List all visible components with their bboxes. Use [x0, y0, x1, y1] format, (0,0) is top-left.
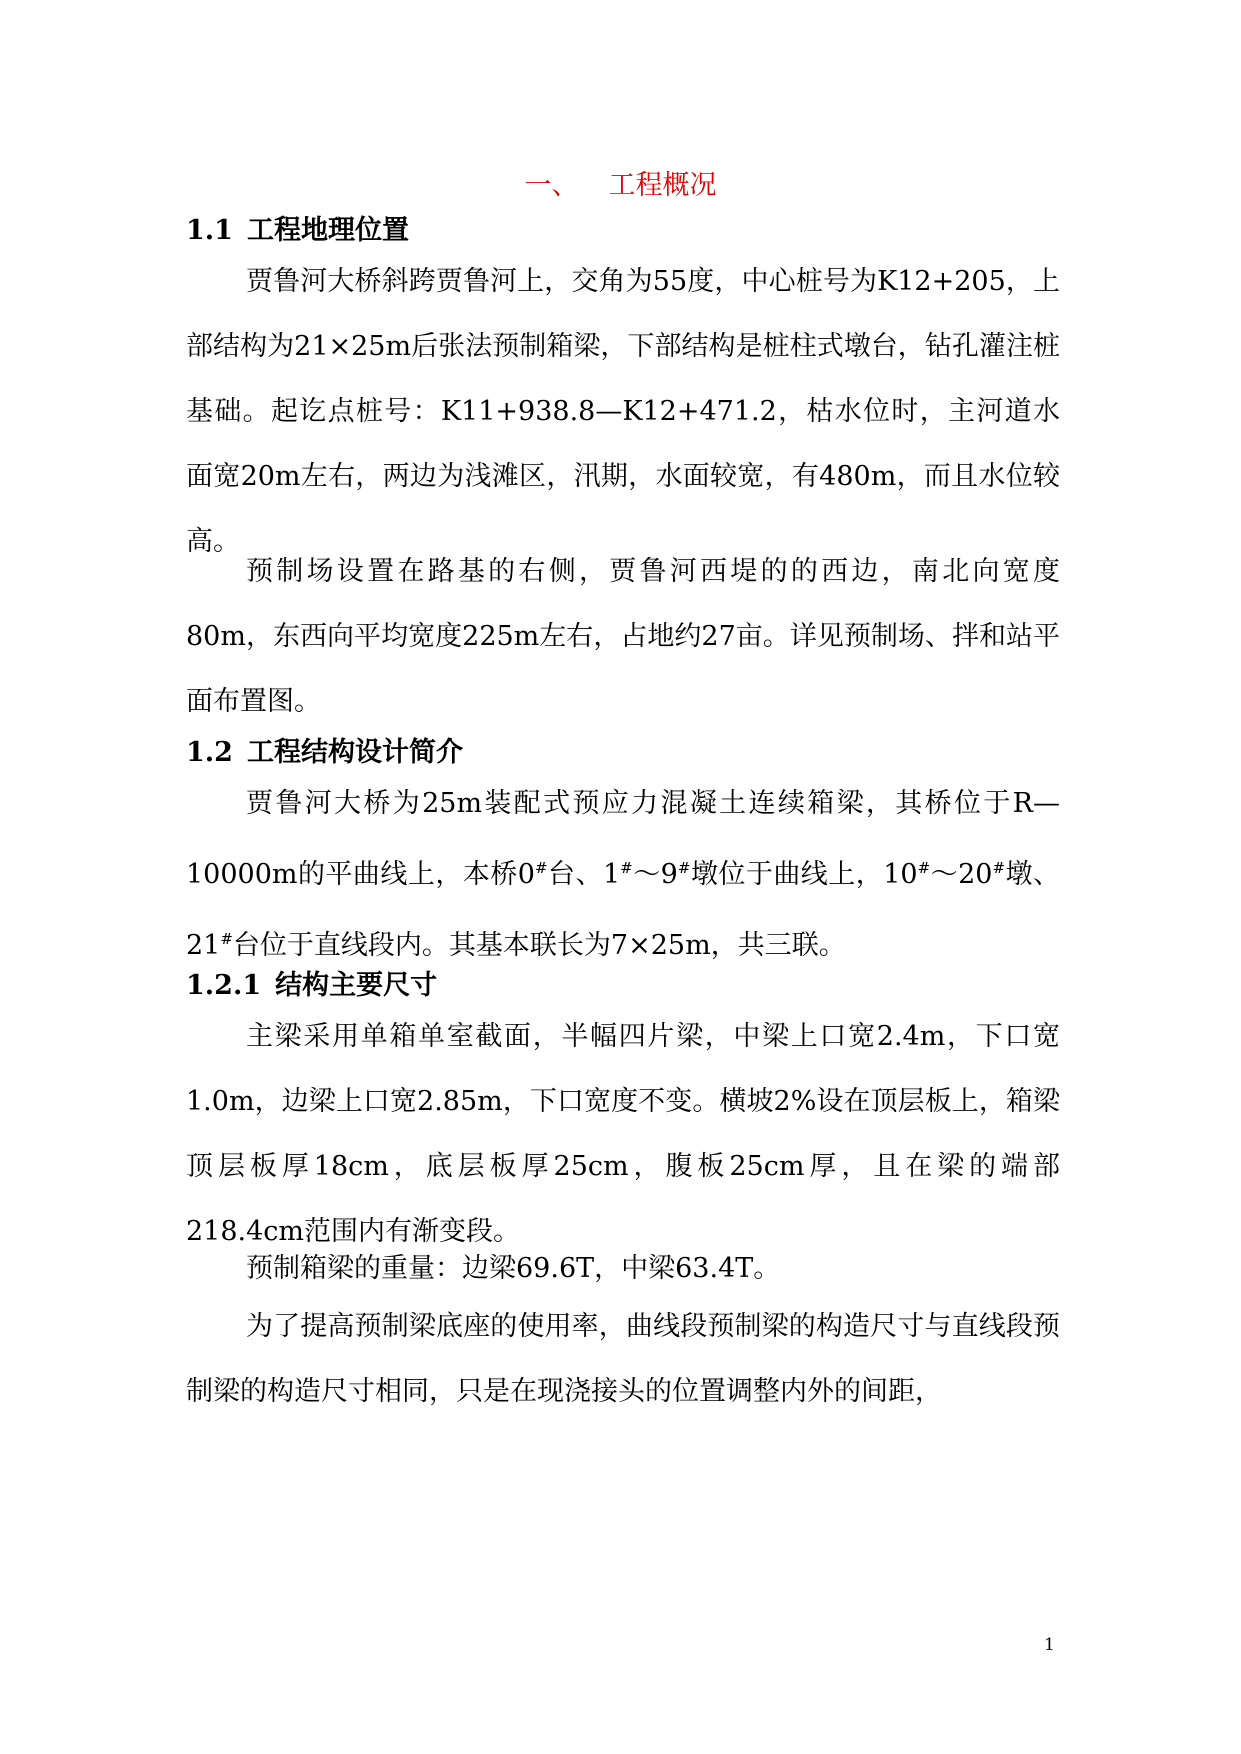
section-heading-1-1 — [186, 208, 409, 247]
section-number: 1.2.1 — [186, 970, 262, 1001]
paragraph-structure-design: 贾鲁河大桥为25m装配式预应力混凝土连续箱梁，其桥位于R—10000m的平曲线上，本桥0#台、1#～9#墩位于曲线上，10#～20#墩、21#台位于直线段内。其基本联长为7×25m，共三联。 — [186, 788, 1061, 961]
section-number: 1.2 — [186, 737, 233, 768]
paragraph-precast-yard: 预制场设置在路基的右侧，贾鲁河西堤的的西边，南北向宽度80m，东西向平均宽度225m左右，占地约27亩。详见预制场、拌和站平面布置图。 — [186, 556, 1060, 717]
section-title: 工程地理位置 — [246, 215, 409, 246]
section-title: 结构主要尺寸 — [275, 970, 438, 1001]
section-heading-1-2-1 — [186, 963, 437, 1002]
paragraph-beam-weight: 预制箱梁的重量：边梁69.6T，中梁63.4T。 — [246, 1253, 781, 1284]
section-number: 1.1 — [186, 215, 233, 246]
page-number: 1 — [1044, 1635, 1055, 1655]
chapter-title-text: 工程概况 — [608, 170, 717, 201]
paragraph-beam-adjustment: 为了提高预制梁底座的使用率，曲线段预制梁的构造尺寸与直线段预制梁的构造尺寸相同，只是在现浇接头的位置调整内外的间距， — [186, 1311, 1060, 1407]
section-title: 工程结构设计简介 — [246, 737, 463, 768]
paragraph-location: 贾鲁河大桥斜跨贾鲁河上，交角为55度，中心桩号为K12+205，上部结构为21×25m后张法预制箱梁，下部结构是桩柱式墩台，钻孔灌注桩基础。起讫点桩号：K11+938.8—K12+471.2，枯水位时，主河道水面宽20m左右，两边为浅滩区，汛期，水面较宽，有480m，而且水位较高。 — [186, 266, 1060, 557]
chapter-number: 一、 — [524, 170, 579, 201]
paragraph-main-beam: 主梁采用单箱单室截面，半幅四片梁，中梁上口宽2.4m，下口宽1.0m，边梁上口宽2.85m，下口宽度不变。横坡2%设在顶层板上，箱梁顶层板厚18cm，底层板厚25cm，腹板25cm厚，且在梁的端部218.4cm范围内有渐变段。 — [186, 1021, 1060, 1247]
section-heading-1-2 — [186, 730, 463, 769]
chapter-title — [0, 163, 1241, 202]
